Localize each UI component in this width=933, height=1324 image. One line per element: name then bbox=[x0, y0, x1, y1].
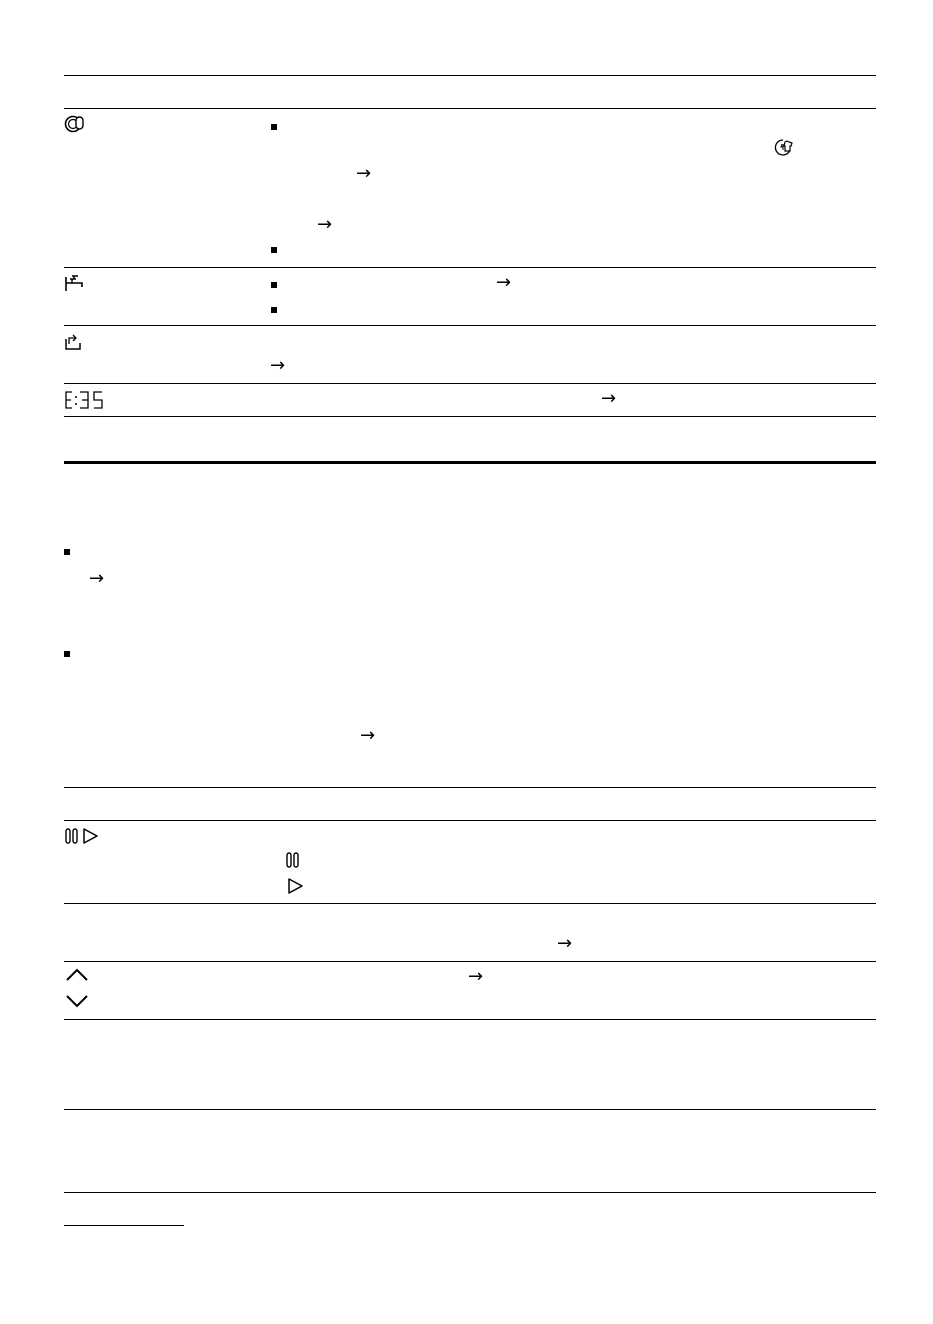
pause-icon bbox=[286, 851, 300, 869]
chevron-up-icon bbox=[64, 966, 90, 984]
table1-bottom-rule bbox=[64, 416, 876, 417]
arrow: → bbox=[317, 214, 333, 235]
play-icon bbox=[287, 877, 305, 895]
arrow: → bbox=[89, 568, 105, 589]
arrow: → bbox=[496, 272, 512, 293]
bullet bbox=[271, 124, 277, 130]
tap-icon bbox=[64, 273, 88, 293]
arrow: → bbox=[360, 725, 376, 746]
bullet bbox=[271, 247, 277, 253]
arrow: → bbox=[557, 933, 573, 954]
bullet bbox=[271, 282, 277, 288]
row-rule bbox=[64, 1019, 876, 1020]
arrow: → bbox=[468, 966, 484, 987]
arrow: → bbox=[356, 163, 372, 184]
row-rule bbox=[64, 961, 876, 962]
bullet bbox=[64, 651, 70, 657]
row-rule bbox=[64, 267, 876, 268]
time-display-icon bbox=[64, 390, 108, 410]
table2-top-rule bbox=[64, 787, 876, 788]
timer-shirt-icon bbox=[774, 138, 794, 158]
bullet bbox=[64, 549, 70, 555]
arrow: → bbox=[270, 355, 286, 376]
chevron-down-icon bbox=[64, 992, 90, 1010]
section-rule bbox=[64, 461, 876, 464]
table2-bottom-rule bbox=[64, 1192, 876, 1193]
dishes-icon bbox=[64, 114, 86, 134]
table2-header-rule bbox=[64, 820, 876, 821]
row-rule bbox=[64, 325, 876, 326]
table1-header-rule bbox=[64, 108, 876, 109]
row-rule bbox=[64, 383, 876, 384]
reload-icon bbox=[64, 331, 82, 351]
row-rule bbox=[64, 903, 876, 904]
pause-start-icon bbox=[64, 826, 104, 846]
bullet bbox=[271, 307, 277, 313]
table1-top-rule bbox=[64, 75, 876, 76]
arrow: → bbox=[601, 388, 617, 409]
row-rule bbox=[64, 1109, 876, 1110]
footnote-separator bbox=[64, 1225, 184, 1226]
